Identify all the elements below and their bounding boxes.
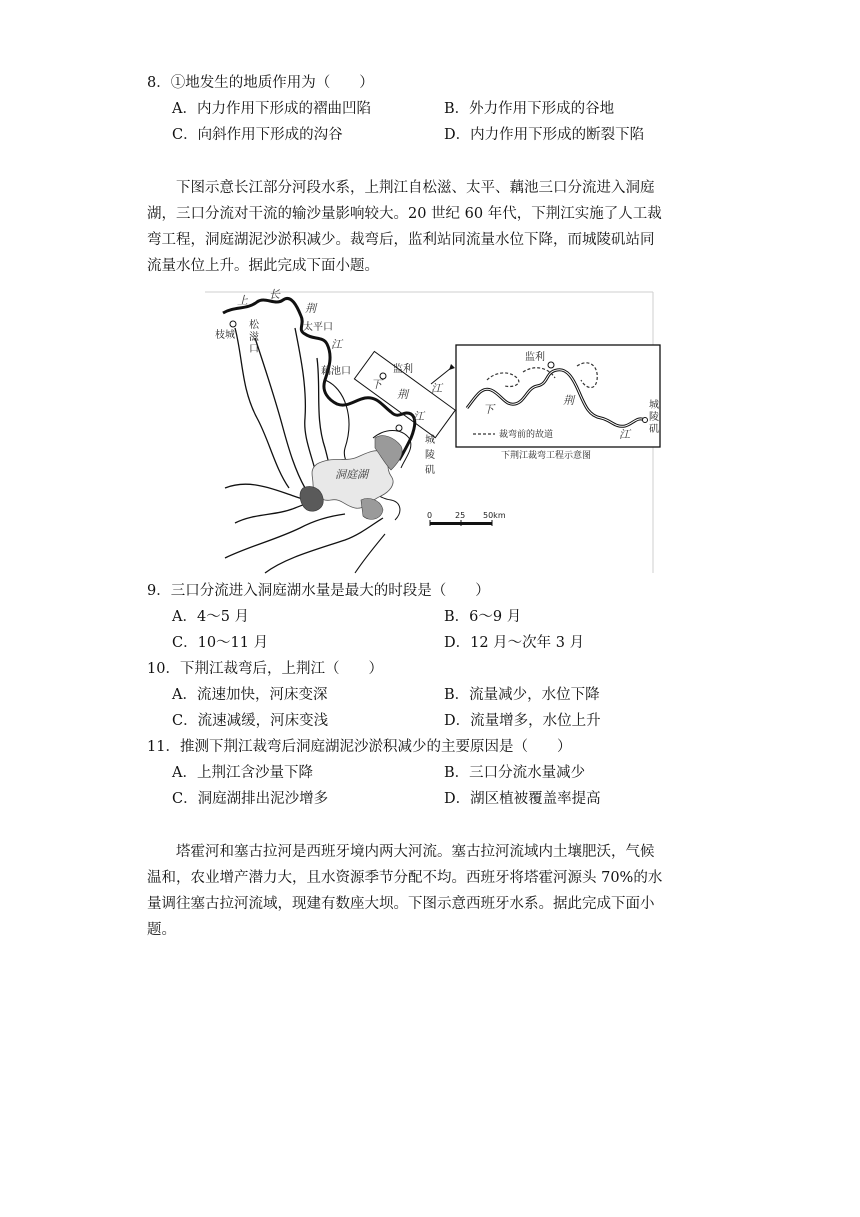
inset-caption: 下荆江裁弯工程示意图: [501, 451, 592, 461]
q9-option-c: C．10～11 月: [172, 635, 269, 651]
q8-option-b: B．外力作用下形成的谷地: [444, 101, 615, 117]
passage-yangtze-line3: 弯工程，洞庭湖泥沙淤积减少。裁弯后，监利站同流量水位下降，而城陵矶站同: [147, 232, 655, 248]
scale-0: 0: [427, 511, 433, 520]
label-songzi-2: 滋: [249, 332, 259, 343]
yangtze-river-map: [205, 288, 659, 573]
label-jiang-lower: 江: [413, 410, 424, 423]
scale-50km: 50km: [483, 511, 506, 520]
inset-label-jing: 荆: [563, 394, 574, 407]
scale-25: 25: [455, 511, 466, 520]
passage-yangtze-line2: 湖，三口分流对干流的输沙量影响较大。20 世纪 60 年代，下荆江实施了人工裁: [147, 206, 662, 222]
label-zhicheng: 枝城: [215, 330, 235, 341]
passage-spain: [147, 839, 722, 943]
q8-stem: 8．①地发生的地质作用为（ ）: [147, 75, 374, 91]
label-xia: 下: [371, 378, 382, 391]
q9-stem: 9．三口分流进入洞庭湖水量是最大的时段是（ ）: [147, 583, 490, 599]
passage-spain-line3: 量调往塞古拉河流域，现建有数座大坝。下图示意西班牙水系。据此完成下面小: [147, 896, 655, 912]
label-taiping: 太平口: [303, 322, 333, 333]
inset-legend: 裁弯前的故道: [499, 430, 554, 440]
q10-option-a: A．流速加快，河床变深: [172, 687, 328, 703]
q11-stem: 11．推测下荆江裁弯后洞庭湖泥沙淤积减少的主要原因是（ ）: [147, 739, 572, 755]
label-jing-lower: 荆: [397, 388, 408, 401]
label-jiang-right: 江: [431, 382, 442, 395]
passage-yangtze: [147, 175, 722, 279]
q10-option-c: C．流速减缓，河床变浅: [172, 713, 329, 729]
q11-option-a: A．上荆江含沙量下降: [172, 765, 313, 781]
passage-spain-line4: 题。: [147, 922, 176, 938]
inset-label-jianli: 监利: [525, 352, 545, 363]
inset-map: [456, 345, 660, 461]
label-dongting: 洞庭湖: [335, 468, 368, 481]
label-songzi-1: 松: [249, 320, 259, 331]
scale-bar: [427, 511, 506, 526]
label-shang: 上: [237, 294, 248, 307]
inset-label-jiang: 江: [619, 428, 630, 441]
q8-option-d: D．内力作用下形成的断裂下陷: [444, 127, 645, 143]
inset-label-chenglingji-3: 矶: [649, 424, 659, 435]
label-jianli: 监利: [393, 364, 413, 375]
inset-label-xia: 下: [483, 403, 494, 416]
inset-label-chenglingji-1: 城: [649, 400, 659, 411]
q11-option-c: C．洞庭湖排出泥沙增多: [172, 791, 329, 807]
q10-option-d: D．流量增多，水位上升: [444, 713, 601, 729]
inset-label-chenglingji-2: 陵: [649, 412, 659, 423]
q10-option-b: B．流量减少，水位下降: [444, 687, 600, 703]
passage-spain-line1: 塔霍河和塞古拉河是西班牙境内两大河流。塞古拉河流域内土壤肥沃，气候: [176, 844, 655, 860]
q8-option-c: C．向斜作用下形成的沟谷: [172, 127, 343, 143]
q11-option-b: B．三口分流水量减少: [444, 765, 586, 781]
q9-option-a: A．4～5 月: [172, 609, 250, 625]
q10-stem: 10．下荆江裁弯后，上荆江（ ）: [147, 661, 383, 677]
label-jing-upper: 荆: [305, 302, 316, 315]
label-songzi-3: 口: [249, 344, 259, 355]
label-chang: 长: [269, 288, 280, 301]
passage-spain-line2: 温和，农业增产潜力大，且水资源季节分配不均。西班牙将塔霍河源头 70%的水: [147, 870, 663, 886]
q9-option-b: B．6～9 月: [444, 609, 522, 625]
label-chenglingji-2: 陵: [425, 450, 435, 461]
passage-yangtze-line4: 流量水位上升。据此完成下面小题。: [147, 258, 379, 274]
passage-yangtze-line1: 下图示意长江部分河段水系，上荆江自松滋、太平、藕池三口分流进入洞庭: [176, 180, 655, 196]
label-jiang-upper: 江: [331, 338, 342, 351]
q9-option-d: D．12 月～次年 3 月: [444, 635, 585, 651]
q8-option-a: A．内力作用下形成的褶曲凹陷: [172, 101, 371, 117]
q11-option-d: D．湖区植被覆盖率提高: [444, 791, 601, 807]
label-chenglingji-3: 矶: [425, 465, 435, 476]
label-ouchi: 藕池口: [321, 366, 351, 377]
label-chenglingji-1: 城: [425, 435, 435, 446]
